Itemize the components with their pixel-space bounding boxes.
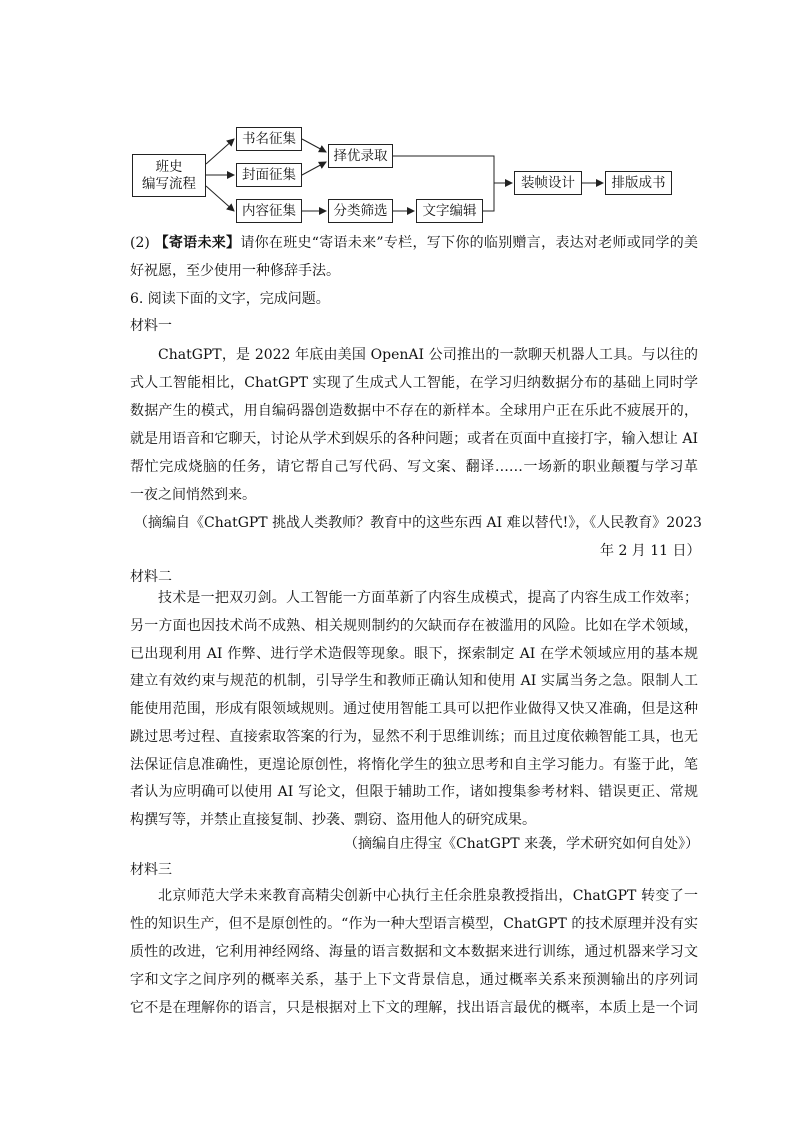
flow-start-line2: 编写流程 [142,175,196,192]
question-2-number: (2) [130,235,150,251]
flow-node-select: 择优录取 [328,144,393,168]
material-2-line: 技术是一把双刃剑。人工智能一方面革新了内容生成模式，提高了内容生成工作效率； [158,590,698,606]
material-2-line: 建立有效约束与规范的机制，引导学生和教师正确认知和使用 AI 实属当务之急。限制人工 [130,673,698,689]
flowchart [0,0,794,230]
material-1-line: 式人工智能相比，ChatGPT 实现了生成式人工智能，在学习归纳数据分布的基础上同时学 [130,375,698,391]
material-2-line: 跳过思考过程、直接索取答案的行为，显然不利于思维训练；而且过度依赖智能工具，也无 [130,729,698,745]
material-1-line: ChatGPT，是 2022 年底由美国 OpenAI 公司推出的一款聊天机器人工具。与以往的 [158,347,698,363]
material-3-line: 质性的改进，它利用神经网络、海量的语言数据和文本数据来进行训练，通过机器来学习文 [130,944,698,960]
question-2-prompt: 请你在班史“寄语未来”专栏，写下你的临别赠言，表达对老师或同学的美 [240,235,698,251]
flow-node-book-title: 书名征集 [236,127,302,151]
arrow-cover-to-select [302,162,326,175]
question-6-title: 6. 阅读下面的文字，完成问题。 [130,291,330,307]
material-1-source-line2: 年 2 月 11 日） [600,543,701,559]
flow-node-content: 内容征集 [236,199,302,223]
flowchart-connectors [0,0,794,230]
material-1-heading: 材料一 [130,318,172,334]
material-2-source: （摘编自庄得宝《ChatGPT 来袭，学术研究如何自处》） [344,836,700,852]
flow-node-binding: 装帧设计 [514,171,582,195]
material-1-line: 一夜之间悄然到来。 [130,487,256,503]
material-3-line: 字和文字之间序列的概率关系，基于上下文背景信息，通过概率关系来预测输出的序列词 [130,972,698,988]
material-3-line: 性的知识生产，但不是原创性的。“作为一种大型语言模型，ChatGPT 的技术原理并没有实 [130,916,698,932]
material-2-line: 者认为应明确可以使用 AI 写论文，但限于辅助工作，诸如搜集参考材料、错误更正、常规 [130,784,698,800]
material-3-heading: 材料三 [130,862,172,878]
flow-node-start [132,154,206,197]
question-2-line2: 好祝愿，至少使用一种修辞手法。 [130,263,340,279]
arrow-start-to-content [206,186,234,211]
material-2-line: 另一方面也因技术尚不成熟、相关规则制约的欠缺而存在被滥用的风险。比如在学术领域， [130,618,698,634]
arrow-title-to-select [302,139,326,152]
arrow-start-to-title [206,139,234,164]
question-2-line1 [130,233,698,253]
material-2-line: 法保证信息准确性，更遑论原创性，将惰化学生的独立思考和自主学习能力。有鉴于此，笔 [130,757,698,773]
flow-node-print: 排版成书 [605,171,672,195]
material-3-line: 北京师范大学未来教育高精尖创新中心执行主任余胜泉教授指出，ChatGPT 转变了一 [158,888,698,904]
material-1-line: 就是用语音和它聊天，讨论从学术到娱乐的各种问题；或者在页面中直接打字，输入想让 AI [130,431,698,447]
flow-node-cover: 封面征集 [236,163,302,187]
material-2-heading: 材料二 [130,569,172,585]
material-2-line: 能使用范围，形成有限领域规则。通过使用智能工具可以把作业做得又快又准确，但是这种 [130,701,698,717]
flow-node-classify: 分类筛选 [328,199,393,223]
material-2-line: 构撰写等，并禁止直接复制、抄袭、剽窃、盗用他人的研究成果。 [130,812,536,828]
material-1-line: 数据产生的模式，用自编码器创造数据中不存在的新样本。全球用户正在乐此不疲展开的， [130,403,698,419]
flow-start-line1: 班史 [155,159,183,176]
flow-node-edit: 文字编辑 [416,199,483,223]
question-2-title: 【寄语未来】 [154,235,241,251]
material-1-line: 帮忙完成烧脑的任务，请它帮自己写代码、写文案、翻译……一场新的职业颠覆与学习革 [130,459,698,475]
material-3-line: 它不是在理解你的语言，只是根据对上下文的理解，找出语言最优的概率，本质上是一个词 [130,1000,698,1016]
material-1-source-line1: （摘编自《ChatGPT 挑战人类教师？教育中的这些东西 AI 难以替代!》，《人民教育》2023 [134,515,702,531]
material-2-line: 已出现利用 AI 作弊、进行学术造假等现象。眼下，探索制定 AI 在学术领域应用的基本规 [130,646,698,662]
